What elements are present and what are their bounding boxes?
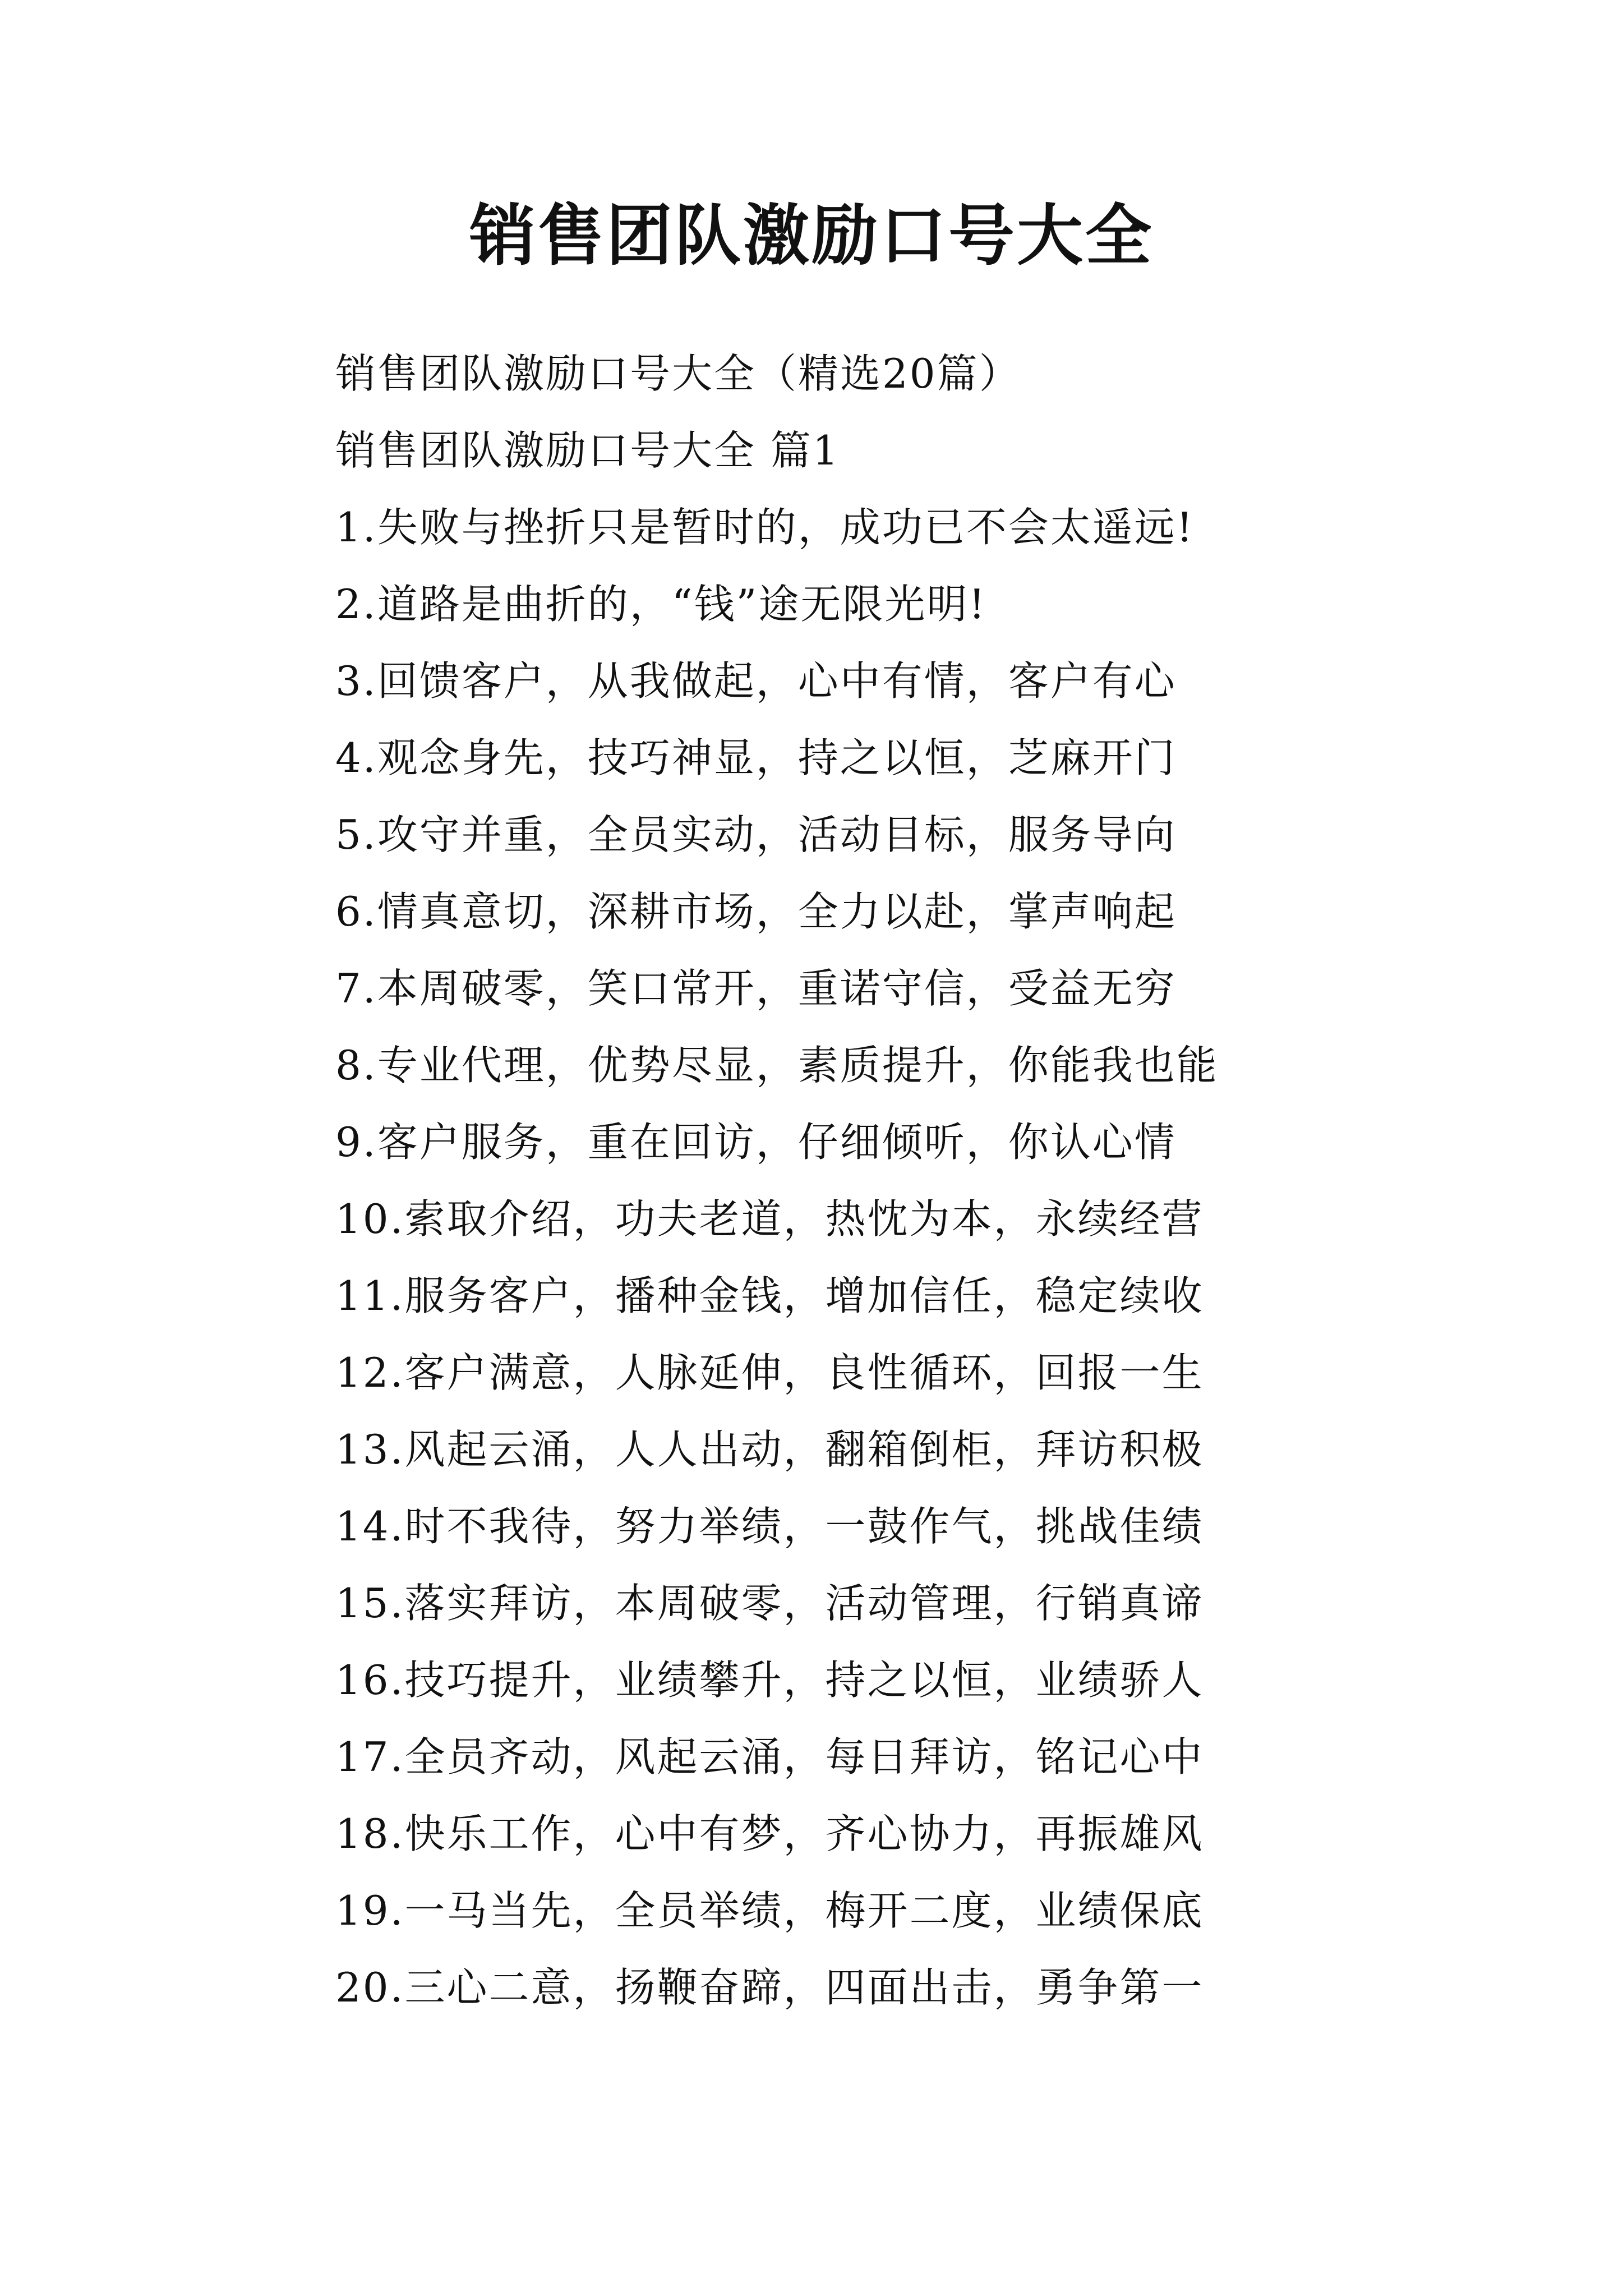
slogan-line: 9.客户服务，重在回访，仔细倾听，你认心情 [335,1119,1177,1166]
document-title: 销售团队激励口号大全 [469,196,1154,274]
slogan-line: 3.回馈客户，从我做起，心中有情，客户有心 [335,657,1177,705]
slogan-line: 18.快乐工作，心中有梦，齐心协力，再振雄风 [335,1810,1204,1857]
slogan-line: 17.全员齐动，风起云涌，每日拜访，铭记心中 [335,1733,1204,1780]
slogan-line: 15.落实拜访，本周破零，活动管理，行销真谛 [335,1580,1204,1627]
slogan-line: 5.攻守并重，全员实动，活动目标，服务导向 [335,811,1177,858]
slogan-line: 6.情真意切，深耕市场，全力以赴，掌声响起 [335,888,1177,935]
slogan-line: 2.道路是曲折的，“钱”途无限光明! [335,581,987,628]
section-heading: 销售团队激励口号大全 篇1 [335,427,840,474]
slogan-line: 7.本周破零，笑口常开，重诺守信，受益无穷 [335,965,1177,1012]
slogan-line: 10.索取介绍，功夫老道，热忱为本，永续经营 [335,1195,1204,1243]
slogan-line: 1.失败与挫折只是暂时的，成功已不会太遥远! [335,504,1195,551]
document-subtitle: 销售团队激励口号大全（精选20篇） [335,350,1021,397]
slogan-line: 13.风起云涌，人人出动，翻箱倒柜，拜访积极 [335,1426,1204,1473]
slogan-line: 4.观念身先，技巧神显，持之以恒，芝麻开门 [335,734,1177,781]
slogan-line: 16.技巧提升，业绩攀升，持之以恒，业绩骄人 [335,1657,1204,1704]
slogan-line: 8.专业代理，优势尽显，素质提升，你能我也能 [335,1042,1219,1089]
slogan-line: 20.三心二意，扬鞭奋蹄，四面出击，勇争第一 [335,1964,1204,2011]
slogan-line: 12.客户满意，人脉延伸，良性循环，回报一生 [335,1349,1204,1396]
document-body [335,335,1513,2026]
slogan-line: 14.时不我待，努力举绩，一鼓作气，挑战佳绩 [335,1503,1204,1550]
slogan-line: 11.服务客户，播种金钱，增加信任，稳定续收 [335,1272,1204,1319]
slogan-line: 19.一马当先，全员举绩，梅开二度，业绩保底 [335,1887,1204,1934]
